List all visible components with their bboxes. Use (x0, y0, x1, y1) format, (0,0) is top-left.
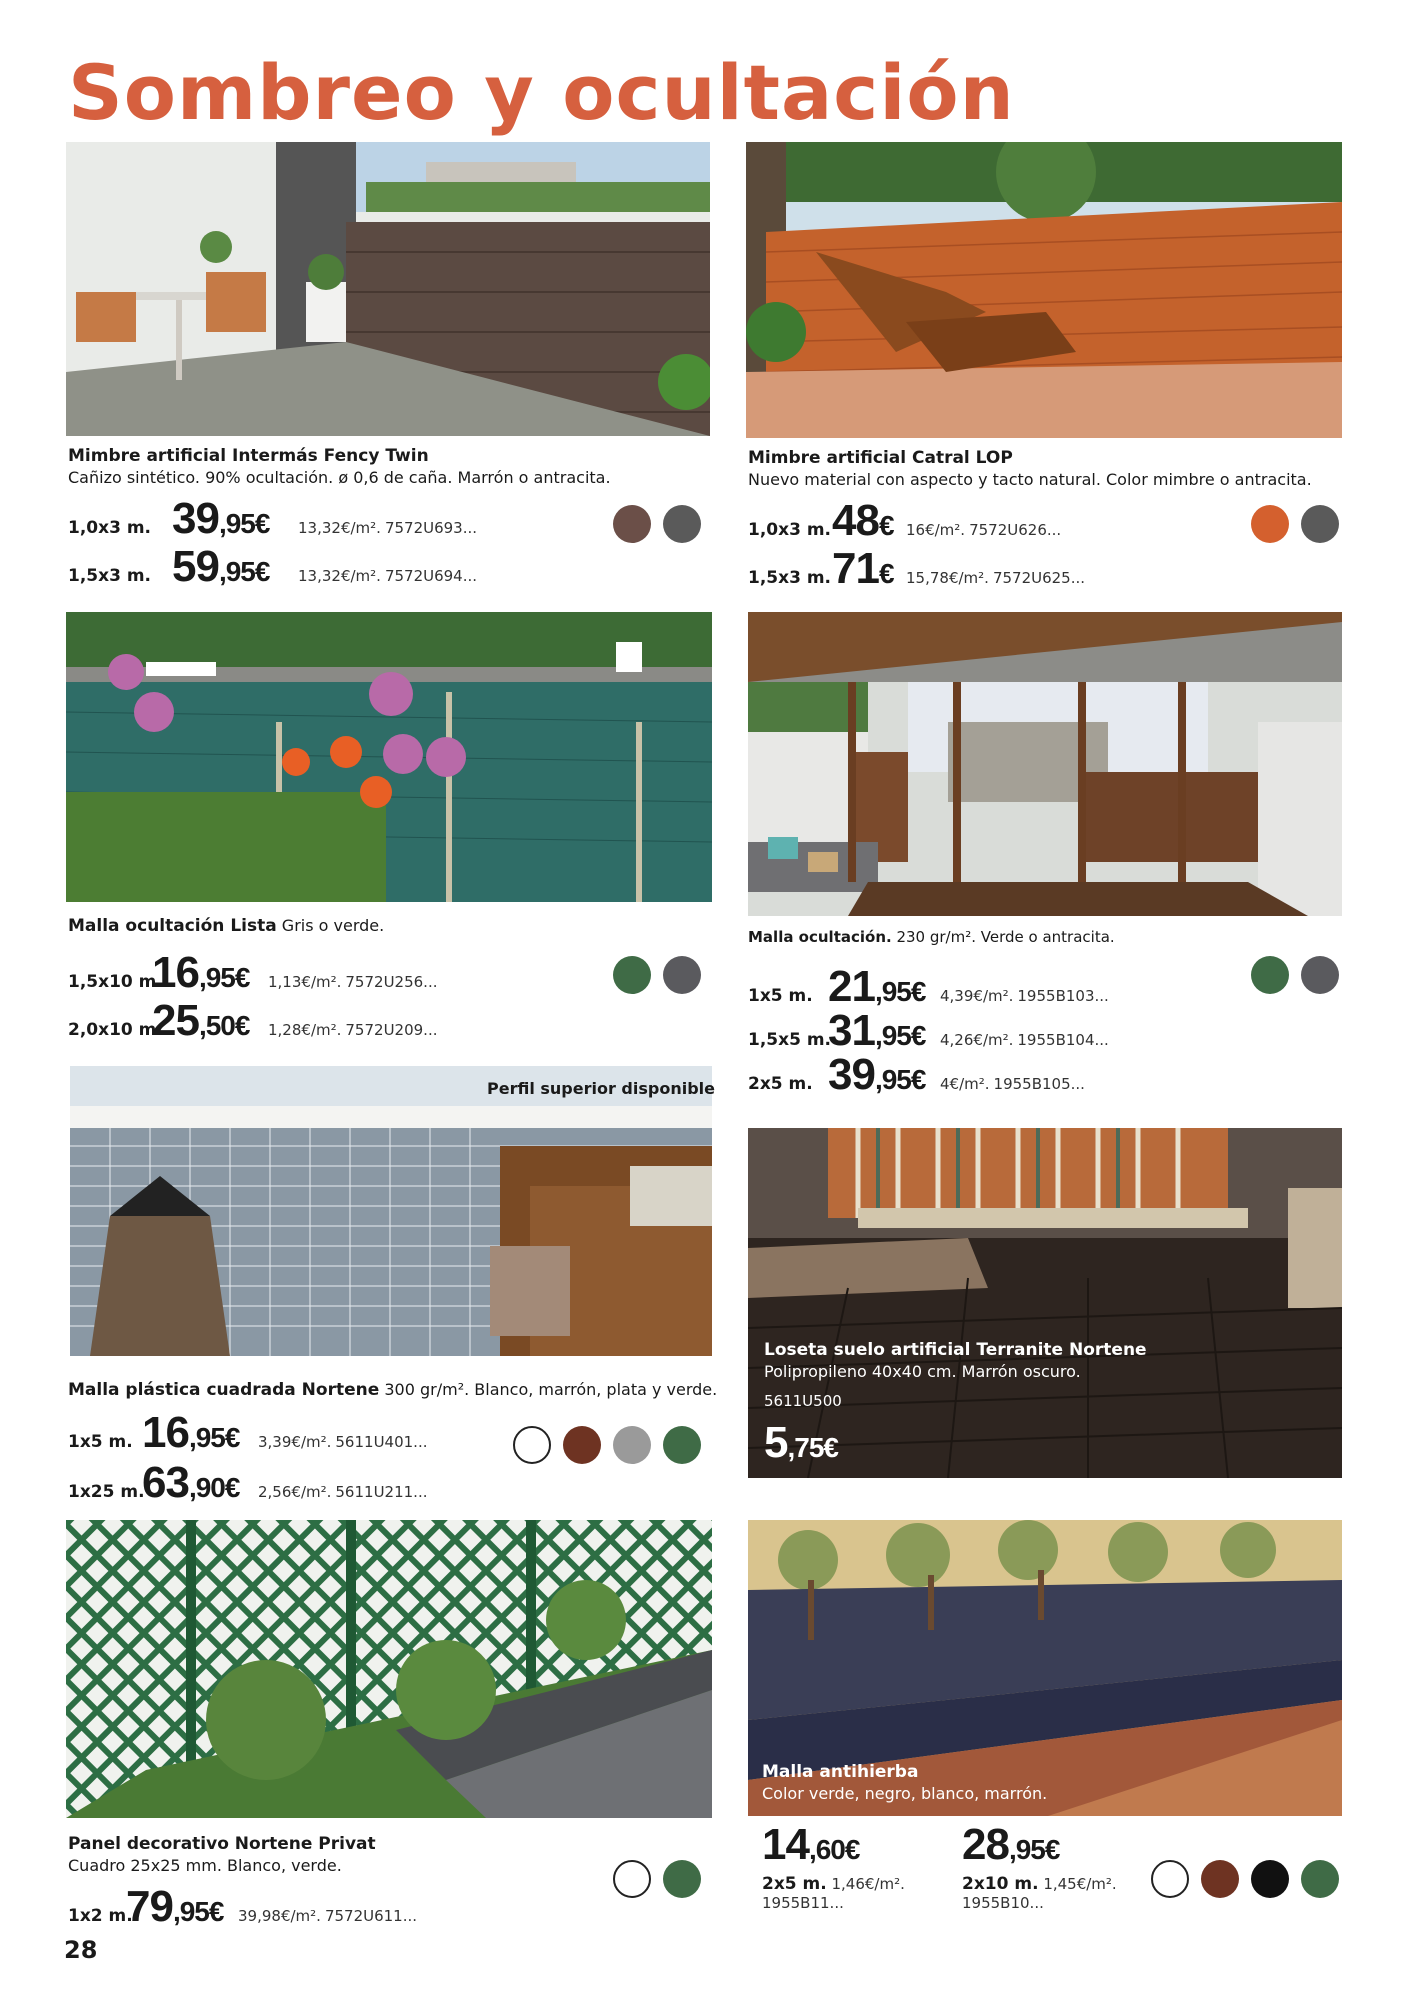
size-label: 2,0x10 m. (68, 1020, 163, 1040)
size-label: 1,5x3 m. (68, 566, 151, 586)
product-photo-panel-privat (66, 1520, 712, 1818)
color-swatch (1301, 1860, 1339, 1898)
product-ref: 7572U694... (384, 567, 478, 585)
product-ref: 5611U401... (335, 1433, 428, 1451)
product-description: Color verde, negro, blanco, marrón. (762, 1784, 1048, 1803)
price: 59,95€ (172, 542, 270, 591)
product-ref: 7572U626... (969, 521, 1062, 539)
price: 71€ (832, 544, 894, 593)
price-row (68, 996, 437, 1046)
price-row (68, 494, 477, 544)
size-label: 1x25 m. (68, 1482, 145, 1502)
price-row (748, 1050, 1085, 1100)
product-ref: 5611U500 (764, 1392, 842, 1410)
product-photo-malla-plastica (70, 1066, 712, 1356)
unit-price: 1,46€/m². (826, 1875, 905, 1893)
product-photo-malla-ocultacion (748, 612, 1342, 916)
price: 39,95€ (828, 1050, 926, 1099)
page-title: Sombreo y ocultación (68, 48, 1015, 137)
size-label: 2x5 m. (762, 1874, 827, 1894)
price-row (68, 1458, 427, 1508)
product-name: Mimbre artificial Catral LOP (748, 448, 1013, 468)
unit-price: 13,32€/m². (298, 519, 381, 537)
price-row (68, 1408, 427, 1458)
color-swatch (613, 956, 651, 994)
price: 31,95€ (828, 1006, 926, 1055)
unit-price: 4€/m². (940, 1075, 990, 1093)
price: 39,95€ (172, 494, 270, 543)
color-swatch (1151, 1860, 1189, 1898)
product-name: Malla ocultación. 230 gr/m². Verde o antracita. (748, 928, 1115, 946)
product-ref: 1955B104... (1017, 1031, 1109, 1049)
color-swatch (663, 956, 701, 994)
price-row (764, 1418, 838, 1468)
product-photo-fency-twin (66, 142, 710, 436)
size-label: 1,5x3 m. (748, 568, 831, 588)
price-row (748, 962, 1109, 1012)
product-photo-malla-lista (66, 612, 712, 902)
price: 16,95€ (152, 948, 250, 997)
price-row (748, 544, 1085, 594)
size-label: 2x5 m. (748, 1074, 813, 1094)
product-ref: 1955B105... (993, 1075, 1085, 1093)
color-swatch (1251, 956, 1289, 994)
unit-price: 13,32€/m². (298, 567, 381, 585)
unit-price: 4,39€/m². (940, 987, 1014, 1005)
product-ref: 7572U625... (992, 569, 1086, 587)
size-label: 1,5x10 m. (68, 972, 163, 992)
product-ref: 1955B103... (1017, 987, 1109, 1005)
product-ref: 7572U209... (345, 1021, 438, 1039)
price: 48€ (832, 496, 894, 545)
product-description: Nuevo material con aspecto y tacto natural. Color mimbre o antracita. (748, 470, 1312, 489)
size-label: 1x5 m. (68, 1432, 133, 1452)
product-name: Malla plástica cuadrada Nortene 300 gr/m². Blanco, marrón, plata y verde. (68, 1380, 718, 1400)
unit-price: 1,45€/m². (1038, 1875, 1117, 1893)
price: 25,50€ (152, 996, 250, 1045)
product-name: Loseta suelo artificial Terranite Nortene (764, 1340, 1147, 1360)
unit-price: 1,13€/m². (268, 973, 342, 991)
price-row (68, 542, 477, 592)
product-photo-catral-lop (746, 142, 1342, 438)
size-label: 1,5x5 m. (748, 1030, 831, 1050)
price-block (962, 1820, 1117, 1912)
product-ref: 7572U693... (384, 519, 478, 537)
product-ref: 1955B11... (762, 1894, 844, 1912)
product-ref: 7572U611... (324, 1907, 418, 1925)
color-swatch (1301, 505, 1339, 543)
color-swatch (663, 505, 701, 543)
price: 28,95€ (962, 1820, 1060, 1869)
product-ref: 5611U211... (335, 1483, 428, 1501)
color-swatch (663, 1860, 701, 1898)
size-label: 2x10 m. (962, 1874, 1039, 1894)
product-name: Malla antihierba (762, 1762, 919, 1782)
price-row (748, 1006, 1109, 1056)
unit-price: 39,98€/m². (238, 1907, 321, 1925)
unit-price: 4,26€/m². (940, 1031, 1014, 1049)
price: 63,90€ (142, 1458, 240, 1507)
price: 14,60€ (762, 1820, 860, 1869)
color-swatch (1201, 1860, 1239, 1898)
profile-badge: Perfil superior disponible (487, 1079, 715, 1098)
price-row (68, 948, 437, 998)
product-description: Cañizo sintético. 90% ocultación. ø 0,6 de caña. Marrón o antracita. (68, 468, 611, 487)
color-swatch (1251, 505, 1289, 543)
product-description: Cuadro 25x25 mm. Blanco, verde. (68, 1856, 342, 1875)
color-swatch (613, 1426, 651, 1464)
unit-price: 2,56€/m². (258, 1483, 332, 1501)
product-ref: 7572U256... (345, 973, 438, 991)
color-swatch (513, 1426, 551, 1464)
product-name: Malla ocultación Lista Gris o verde. (68, 916, 385, 936)
color-swatch (613, 1860, 651, 1898)
product-name: Panel decorativo Nortene Privat (68, 1834, 376, 1854)
size-label: 1,0x3 m. (68, 518, 151, 538)
unit-price: 1,28€/m². (268, 1021, 342, 1039)
price-row (748, 496, 1061, 546)
price-block (762, 1820, 905, 1912)
unit-price: 16€/m². (906, 521, 966, 539)
color-swatch (563, 1426, 601, 1464)
size-label: 1x5 m. (748, 986, 813, 1006)
price: 16,95€ (142, 1408, 240, 1457)
price-row (68, 1882, 417, 1932)
color-swatch (613, 505, 651, 543)
color-swatch (1251, 1860, 1289, 1898)
product-description: Polipropileno 40x40 cm. Marrón oscuro. (764, 1362, 1081, 1381)
page-number: 28 (64, 1936, 98, 1964)
unit-price: 3,39€/m². (258, 1433, 332, 1451)
product-name: Mimbre artificial Intermás Fency Twin (68, 446, 429, 466)
unit-price: 15,78€/m². (906, 569, 989, 587)
product-ref: 1955B10... (962, 1894, 1044, 1912)
color-swatch (663, 1426, 701, 1464)
color-swatch (1301, 956, 1339, 994)
size-label: 1,0x3 m. (748, 520, 831, 540)
price: 5,75€ (764, 1418, 838, 1467)
price: 79,95€ (126, 1882, 224, 1931)
price: 21,95€ (828, 962, 926, 1011)
size-label: 1x2 m. (68, 1906, 133, 1926)
